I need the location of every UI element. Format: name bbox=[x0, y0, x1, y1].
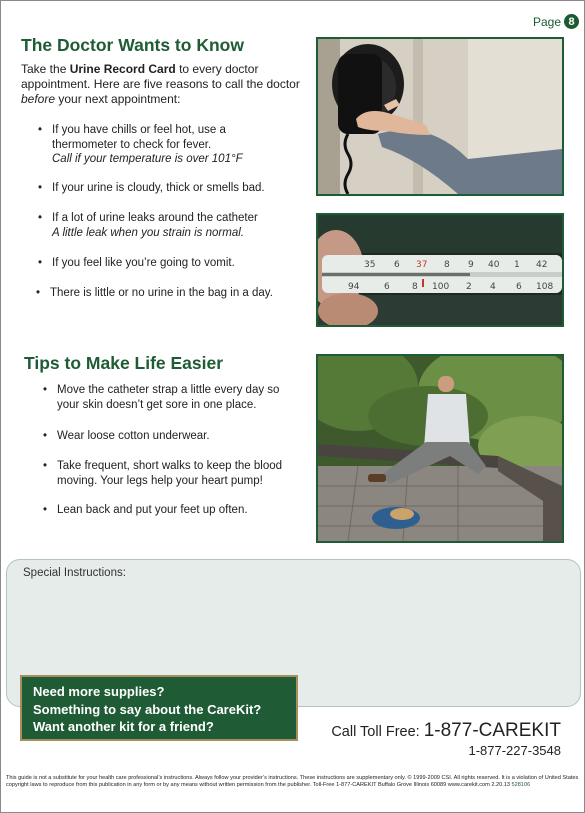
page-label: Page bbox=[532, 14, 561, 29]
doctor-intro: Take the Urine Record Card to every doctor appointment. Here are five reasons to call the doctor before your next appointment: bbox=[21, 62, 300, 106]
svg-text:94: 94 bbox=[348, 282, 360, 292]
supplies-line: Need more supplies? bbox=[33, 684, 165, 699]
supplies-line: Something to say about the CareKit? bbox=[33, 701, 262, 717]
special-instructions-label: Special Instructions: bbox=[23, 567, 126, 579]
tips-section-title: Tips to Make Life Easier bbox=[24, 353, 224, 373]
svg-text:8: 8 bbox=[412, 282, 418, 292]
svg-text:37: 37 bbox=[416, 260, 428, 270]
supplies-line: Want another kit for a friend? bbox=[33, 719, 214, 734]
reason-item: • If you have chills or feel hot, use a thermometer to check for fever. Call if your temperature is over 101°F bbox=[38, 123, 270, 167]
numeric-phone-number[interactable]: 1-877-227-3548 bbox=[468, 743, 561, 758]
reason-item: • There is little or no urine in the bag in a day. bbox=[36, 286, 296, 301]
toll-free-contact bbox=[331, 720, 561, 758]
svg-text:2: 2 bbox=[466, 282, 472, 292]
reason-item: • If you feel like you’re going to vomit. bbox=[38, 256, 298, 271]
reason-item: • If a lot of urine leaks around the catheter A little leak when you strain is normal. bbox=[38, 211, 298, 240]
tip-item: • Take frequent, short walks to keep the blood moving. Your legs help your heart pump! bbox=[43, 459, 299, 488]
document-code: 528106 bbox=[511, 782, 531, 788]
svg-text:4: 4 bbox=[490, 282, 496, 292]
reason-item: • If your urine is cloudy, thick or smells bad. bbox=[38, 181, 298, 196]
call-label: Call Toll Free: bbox=[331, 724, 424, 740]
svg-text:6: 6 bbox=[394, 260, 400, 270]
telephone-photo bbox=[316, 37, 564, 196]
svg-text:9: 9 bbox=[468, 260, 474, 270]
tip-item: • Lean back and put your feet up often. bbox=[43, 503, 303, 518]
svg-text:40: 40 bbox=[488, 260, 500, 270]
thermometer-photo bbox=[316, 213, 564, 327]
tip-item: • Move the catheter strap a little every day so your skin doesn’t get sore in one place. bbox=[43, 383, 293, 412]
doctor-section-title: The Doctor Wants to Know bbox=[21, 35, 244, 55]
svg-text:1: 1 bbox=[514, 260, 520, 270]
page-number-badge: 8 bbox=[564, 14, 579, 29]
vanity-phone-number[interactable]: 1-877-CAREKIT bbox=[423, 720, 561, 741]
svg-text:35: 35 bbox=[364, 260, 376, 270]
svg-text:108: 108 bbox=[536, 282, 554, 292]
page-number bbox=[533, 14, 579, 29]
legal-disclaimer: This guide is not a substitute for your health care professional’s instructions. Always follow your provider’s instructions. These instructions are supplementary only. © 1999-2009 CSI. All rights reserved. It is a violation of United States copyright laws to reproduce from this publication in any form or by any means without written permission from the publisher. Toll-Free 1-877-CAREKIT Buffalo Grove Illinois 60089 www.carekit.com 2.20.13 528106 bbox=[6, 775, 579, 788]
svg-text:42: 42 bbox=[536, 260, 548, 270]
svg-text:6: 6 bbox=[384, 282, 390, 292]
park-bench-photo bbox=[316, 354, 564, 543]
svg-text:100: 100 bbox=[432, 282, 450, 292]
svg-text:6: 6 bbox=[516, 282, 522, 292]
supplies-callout bbox=[20, 675, 298, 741]
svg-text:8: 8 bbox=[444, 260, 450, 270]
tip-item: • Wear loose cotton underwear. bbox=[43, 429, 303, 444]
